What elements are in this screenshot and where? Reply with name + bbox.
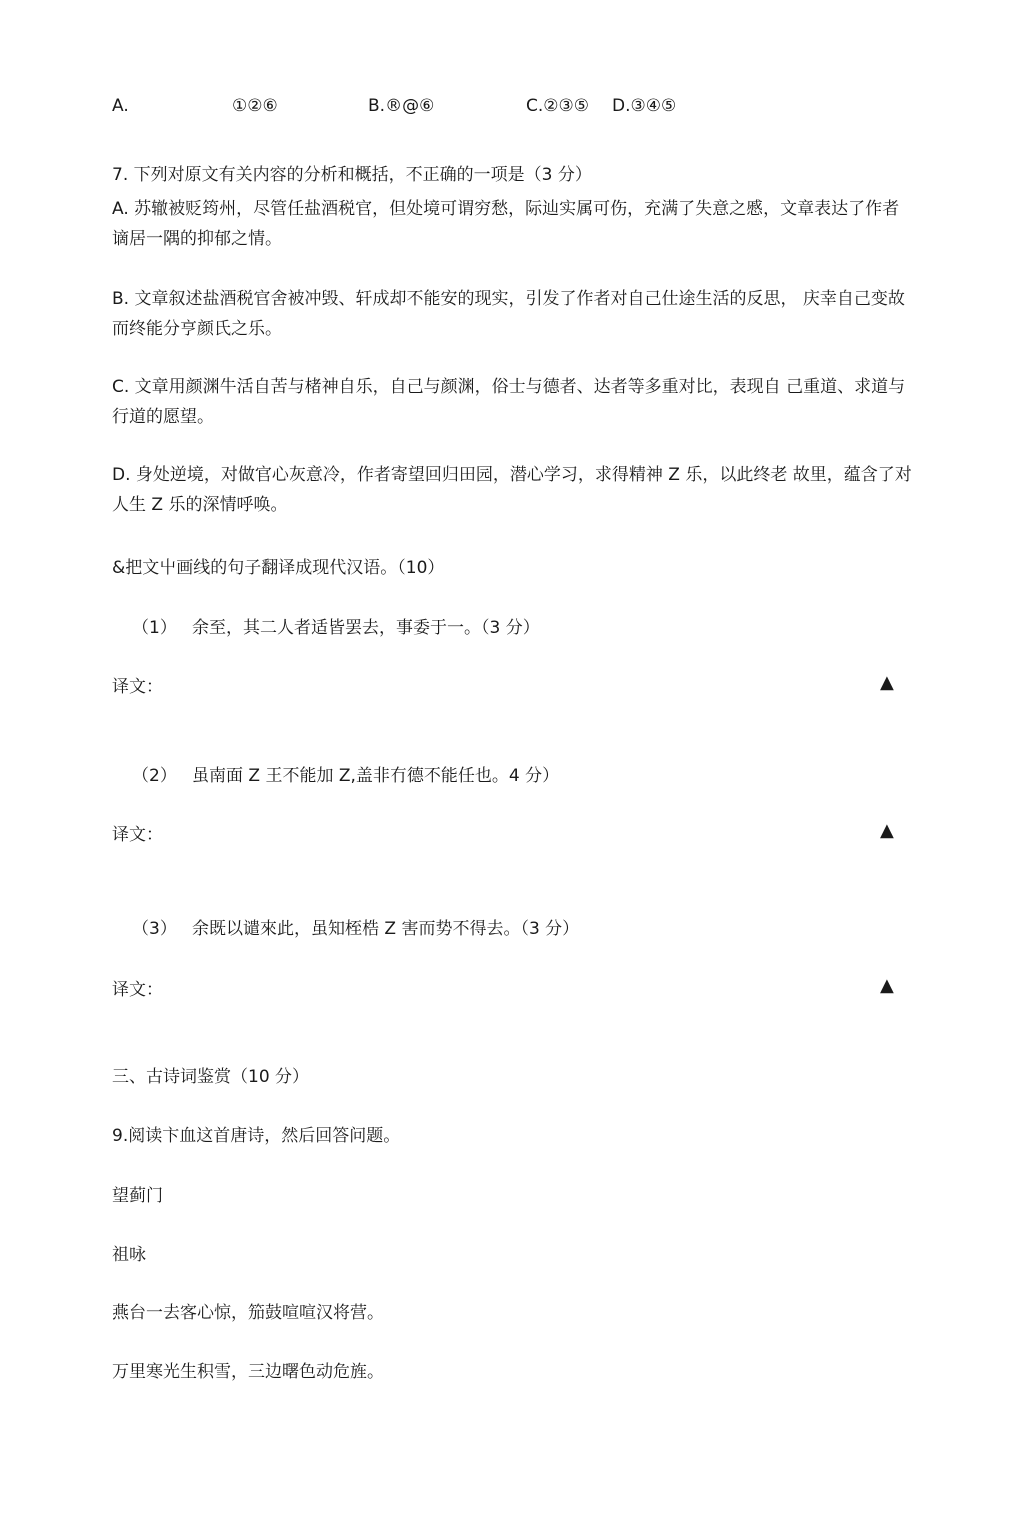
q7-option-b: B. 文章叙述盐酒税官舍被冲毁、轩成却不能安的现实，引发了作者对自己仕途生活的反思， 庆幸自己变故而终能分亨颜氏之乐。: [112, 289, 905, 339]
q8-item-1-translation-label: 译文：: [112, 677, 163, 697]
q8-item-3-text: 余既以谴來此，虽知桎梏 Z 害而势不得去。（3 分）: [192, 919, 580, 939]
q8-item-2-translation-label: 译文：: [112, 825, 163, 845]
q8-stem: &把文屮画线的句子翻译成现代汉语。（10）: [112, 558, 445, 578]
q7-option-c: C. 文章用颜渊牛活自苦与楮神自乐，自己与颜渊，俗士与德者、达者等多重对比，表现自 己重道、求道与行道的愿望。: [112, 377, 906, 427]
q7-option-d: D. 身处逆境，对做官心灰意冷，作者寄望回归田园，潜心学习，求得精神 Z 乐，以此终老 故里，蕴含了对人生 Z 乐的深情呼唤。: [112, 465, 912, 515]
answer-triangle-3: ▲: [880, 975, 894, 996]
answer-triangle-1: ▲: [880, 672, 894, 693]
q6-option-a-letter: A.: [112, 96, 129, 116]
poem-line-2: 万里寒光生积雪，三边曙色动危旌。: [112, 1362, 384, 1382]
q8-item-2-number: （2）: [132, 766, 177, 786]
q7-option-a: A. 苏辙被贬筠州，尽管任盐酒税官，但处境可谓穷愁，际辿实属可伤，充满了失意之慼，文章表达了作者谪居一隅的抑郁之情。: [112, 199, 900, 249]
q8-item-1-text: 余至，其二人者适皆罢去，事委于一。（3 分）: [192, 618, 540, 638]
q8-item-3-number: （3）: [132, 919, 177, 939]
q8-item-3-translation-label: 译文：: [112, 980, 163, 1000]
poem-title: 望蓟门: [112, 1186, 163, 1206]
q8-item-1-number: （1）: [132, 618, 177, 638]
q6-option-b: B.®@⑥: [368, 96, 435, 116]
q8-item-2-text: 虽南面 Z 王不能加 Z,盖非冇德不能任也。4 分）: [192, 766, 560, 786]
answer-triangle-2: ▲: [880, 820, 894, 841]
poem-author: 祖咏: [112, 1245, 146, 1265]
q6-option-a-value: ①②⑥: [232, 96, 278, 116]
q9-stem: 9.阅读卞血这首唐诗，然后回答问题。: [112, 1126, 401, 1146]
q7-stem: 7. 下列对原文有关内容的分析和概括，不正确的一项是（3 分）: [112, 165, 592, 185]
section-heading: 三、古诗词鉴赏（10 分）: [112, 1067, 310, 1087]
q6-option-d: D.③④⑤: [612, 96, 677, 116]
q6-option-c: C.②③⑤: [526, 96, 589, 116]
poem-line-1: 燕台一去客心惊，笳鼓喧喧汉将营。: [112, 1303, 384, 1323]
